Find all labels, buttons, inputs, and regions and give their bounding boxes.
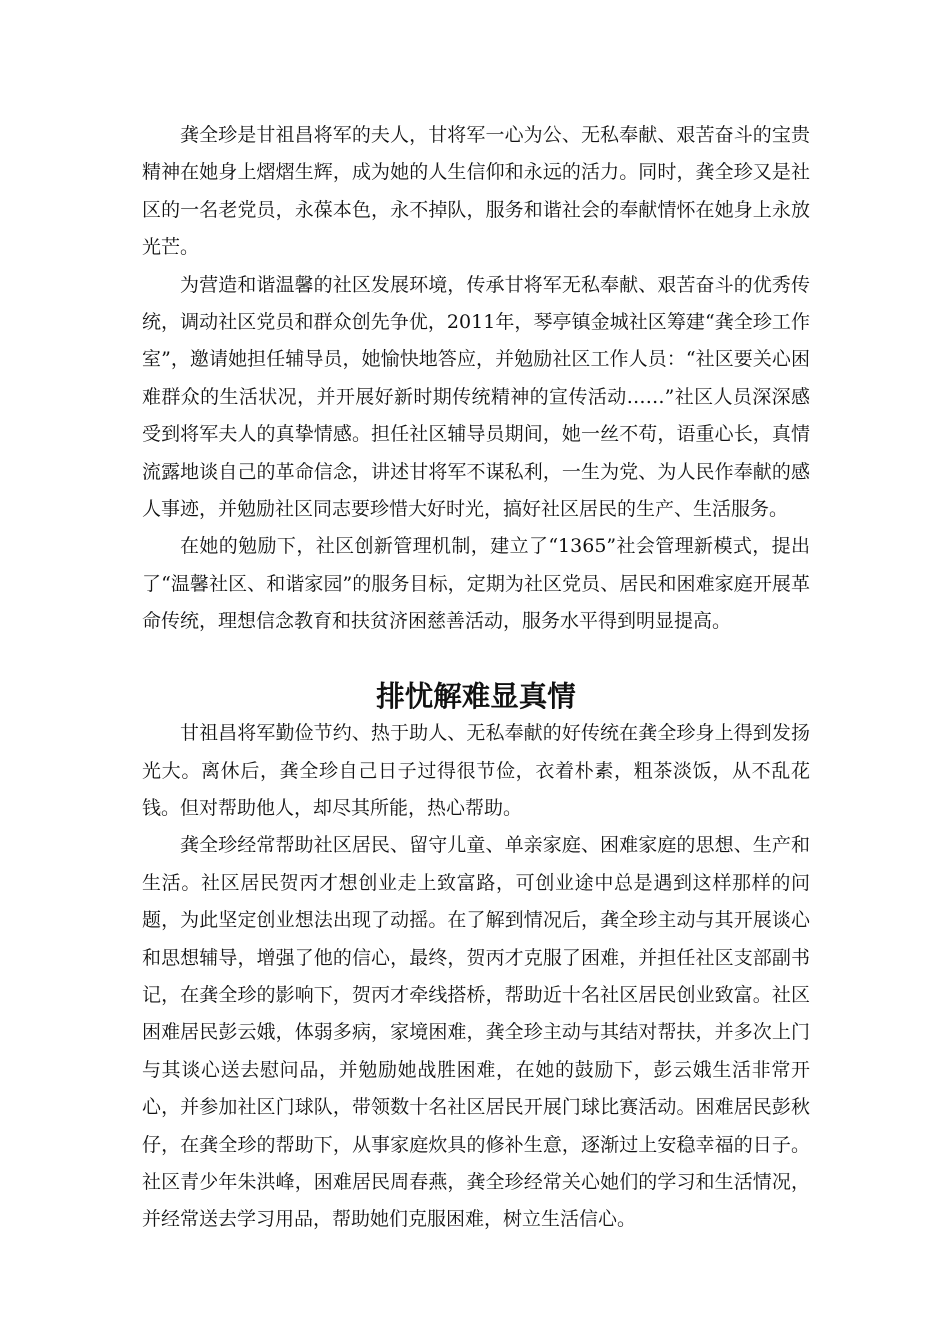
paragraph-1: 龚全珍是甘祖昌将军的夫人，甘将军一心为公、无私奉献、艰苦奋斗的宝贵精神在她身上熠熠生辉，成为她的人生信仰和永远的活力。同时，龚全珍又是社区的一名老党员，永葆本色，永不掉队，服务和谐社会的奉献情怀在她身上永放光芒。: [142, 124, 810, 259]
document-body: [142, 117, 810, 1239]
paragraph-4: 甘祖昌将军勤俭节约、热于助人、无私奉献的好传统在龚全珍身上得到发扬光大。离休后，龚全珍自己日子过得很节俭，衣着朴素，粗茶淡饭，从不乱花钱。但对帮助他人，却尽其所能，热心帮助。: [142, 722, 810, 819]
paragraph-3: 在她的勉励下，社区创新管理机制，建立了“1365”社会管理新模式，提出了“温馨社区、和谐家园”的服务目标，定期为社区党员、居民和困难家庭开展革命传统，理想信念教育和扶贫济困慈善活动，服务水平得到明显提高。: [142, 535, 810, 633]
paragraph-2: 为营造和谐温馨的社区发展环境，传承甘将军无私奉献、艰苦奋斗的优秀传统，调动社区党员和群众创先争优，2011年，琴亭镇金城社区筹建“龚全珍工作室”，邀请她担任辅导员，她愉快地答应，并勉励社区工作人员：“社区要关心困难群众的生活状况，并开展好新时期传统精神的宣传活动……”社区人员深深感受到将军夫人的真挚情感。担任社区辅导员期间，她一丝不苟，语重心长，真情流露地谈自己的革命信念，讲述甘将军不谋私利，一生为党、为人民作奉献的感人事迹，并勉励社区同志要珍惜大好时光，搞好社区居民的生产、生活服务。: [142, 273, 810, 521]
paragraph-5: 龚全珍经常帮助社区居民、留守儿童、单亲家庭、困难家庭的思想、生产和生活。社区居民贺丙才想创业走上致富路，可创业途中总是遇到这样那样的问题，为此坚定创业想法出现了动摇。在了解到情况后，龚全珍主动与其开展谈心和思想辅导，增强了他的信心，最终，贺丙才克服了困难，并担任社区支部副书记，在龚全珍的影响下，贺丙才牵线搭桥，帮助近十名社区居民创业致富。社区困难居民彭云娥，体弱多病，家境困难，龚全珍主动与其结对帮扶，并多次上门与其谈心送去慰问品，并勉励她战胜困难，在她的鼓励下，彭云娥生活非常开心，并参加社区门球队，带领数十名社区居民开展门球比赛活动。困难居民彭秋仔，在龚全珍的帮助下，从事家庭炊具的修补生意，逐渐过上安稳幸福的日子。社区青少年朱洪峰，困难居民周春燕，龚全珍经常关心她们的学习和生活情况，并经常送去学习用品，帮助她们克服困难，树立生活信心。: [142, 834, 810, 1231]
section-heading: 排忧解难显真情: [376, 678, 576, 713]
